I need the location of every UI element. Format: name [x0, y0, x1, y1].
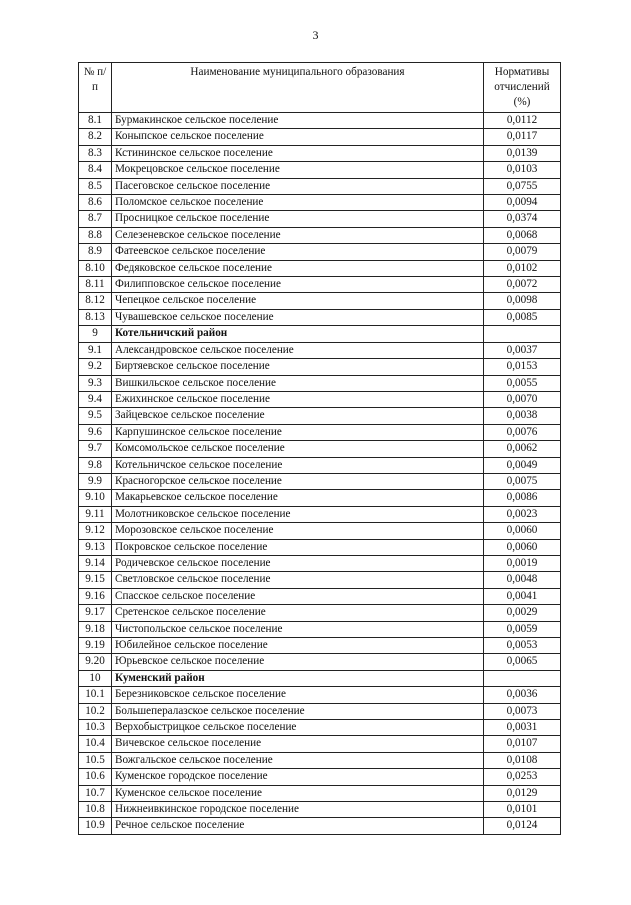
row-number: 9 [79, 326, 112, 342]
table-row [79, 277, 561, 293]
table-row [79, 703, 561, 719]
row-number: 9.5 [79, 408, 112, 424]
row-value: 0,0060 [484, 539, 561, 555]
table-row [79, 555, 561, 571]
table-row [79, 309, 561, 325]
table-row [79, 654, 561, 670]
row-value: 0,0075 [484, 473, 561, 489]
row-number: 10.6 [79, 769, 112, 785]
row-value: 0,0031 [484, 720, 561, 736]
row-name: Красногорское сельское поселение [112, 473, 484, 489]
row-number: 9.19 [79, 638, 112, 654]
row-value: 0,0048 [484, 572, 561, 588]
row-name: Биртяевское сельское поселение [112, 359, 484, 375]
row-number: 9.10 [79, 490, 112, 506]
row-number: 10.5 [79, 752, 112, 768]
table-row [79, 375, 561, 391]
row-number: 9.11 [79, 506, 112, 522]
row-name: Молотниковское сельское поселение [112, 506, 484, 522]
row-number: 9.3 [79, 375, 112, 391]
table-row [79, 818, 561, 834]
table-row [79, 424, 561, 440]
table-row [79, 244, 561, 260]
row-number: 10.2 [79, 703, 112, 719]
row-name: Ежихинское сельское поселение [112, 391, 484, 407]
row-number: 8.9 [79, 244, 112, 260]
table-row [79, 359, 561, 375]
row-value: 0,0102 [484, 260, 561, 276]
row-name: Карпушинское сельское поселение [112, 424, 484, 440]
row-name: Покровское сельское поселение [112, 539, 484, 555]
row-number: 9.12 [79, 523, 112, 539]
row-value: 0,0101 [484, 802, 561, 818]
row-value: 0,0068 [484, 227, 561, 243]
table-row [79, 227, 561, 243]
row-name: Большепералазское сельское поселение [112, 703, 484, 719]
row-name: Котельничское сельское поселение [112, 457, 484, 473]
table-row [79, 687, 561, 703]
row-value: 0,0073 [484, 703, 561, 719]
row-name: Морозовское сельское поселение [112, 523, 484, 539]
row-value: 0,0108 [484, 752, 561, 768]
row-number: 9.9 [79, 473, 112, 489]
row-number: 8.13 [79, 309, 112, 325]
table-row [79, 342, 561, 358]
page-number: 3 [312, 28, 319, 42]
row-value: 0,0107 [484, 736, 561, 752]
row-value: 0,0049 [484, 457, 561, 473]
row-number: 10 [79, 670, 112, 686]
district-row [79, 326, 561, 342]
table-row [79, 195, 561, 211]
table-header-row [79, 63, 561, 113]
row-number: 9.7 [79, 441, 112, 457]
row-value: 0,0072 [484, 277, 561, 293]
row-value: 0,0079 [484, 244, 561, 260]
row-number: 8.12 [79, 293, 112, 309]
row-name: Спасское сельское поселение [112, 588, 484, 604]
table-row [79, 408, 561, 424]
row-value: 0,0103 [484, 162, 561, 178]
row-name: Вишкильское сельское поселение [112, 375, 484, 391]
row-value: 0,0153 [484, 359, 561, 375]
row-name: Речное сельское поселение [112, 818, 484, 834]
header-number: № п/п [79, 63, 112, 113]
row-name: Юрьевское сельское поселение [112, 654, 484, 670]
row-value: 0,0094 [484, 195, 561, 211]
row-number: 10.3 [79, 720, 112, 736]
table-row [79, 145, 561, 161]
row-number: 9.16 [79, 588, 112, 604]
table-row [79, 162, 561, 178]
row-value: 0,0019 [484, 555, 561, 571]
row-value: 0,0065 [484, 654, 561, 670]
row-value [484, 670, 561, 686]
row-number: 9.17 [79, 605, 112, 621]
row-number: 9.14 [79, 555, 112, 571]
row-name: Чепецкое сельское поселение [112, 293, 484, 309]
row-number: 9.8 [79, 457, 112, 473]
row-name: Александровское сельское поселение [112, 342, 484, 358]
row-name: Юбилейное сельское поселение [112, 638, 484, 654]
row-value: 0,0055 [484, 375, 561, 391]
row-name: Березниковское сельское поселение [112, 687, 484, 703]
row-name: Котельничский район [112, 326, 484, 342]
row-value: 0,0076 [484, 424, 561, 440]
table-body [79, 113, 561, 835]
row-value: 0,0112 [484, 113, 561, 129]
header-value: Нормативы отчислений (%) [484, 63, 561, 113]
row-value [484, 326, 561, 342]
table-row [79, 506, 561, 522]
table-row [79, 178, 561, 194]
row-number: 10.9 [79, 818, 112, 834]
row-name: Верхобыстрицкое сельское поселение [112, 720, 484, 736]
row-value: 0,0062 [484, 441, 561, 457]
table-row [79, 539, 561, 555]
table-row [79, 621, 561, 637]
row-number: 9.18 [79, 621, 112, 637]
row-number: 8.7 [79, 211, 112, 227]
row-number: 9.20 [79, 654, 112, 670]
table-row [79, 441, 561, 457]
row-number: 8.4 [79, 162, 112, 178]
row-value: 0,0070 [484, 391, 561, 407]
row-name: Чувашевское сельское поселение [112, 309, 484, 325]
row-name: Родичевское сельское поселение [112, 555, 484, 571]
row-number: 8.5 [79, 178, 112, 194]
table-row [79, 523, 561, 539]
district-row [79, 670, 561, 686]
table-row [79, 769, 561, 785]
row-value: 0,0253 [484, 769, 561, 785]
row-name: Филипповское сельское поселение [112, 277, 484, 293]
row-value: 0,0053 [484, 638, 561, 654]
table-row [79, 736, 561, 752]
row-value: 0,0086 [484, 490, 561, 506]
table-row [79, 113, 561, 129]
row-number: 8.10 [79, 260, 112, 276]
row-number: 9.1 [79, 342, 112, 358]
row-name: Кстининское сельское поселение [112, 145, 484, 161]
table-row [79, 785, 561, 801]
row-value: 0,0374 [484, 211, 561, 227]
table-row [79, 211, 561, 227]
row-number: 10.7 [79, 785, 112, 801]
table-row [79, 572, 561, 588]
row-name: Вичевское сельское поселение [112, 736, 484, 752]
row-name: Просницкое сельское поселение [112, 211, 484, 227]
row-value: 0,0755 [484, 178, 561, 194]
row-number: 8.2 [79, 129, 112, 145]
row-name: Макарьевское сельское поселение [112, 490, 484, 506]
row-name: Комсомольское сельское поселение [112, 441, 484, 457]
table-row [79, 391, 561, 407]
row-name: Бурмакинское сельское поселение [112, 113, 484, 129]
norms-table [78, 62, 561, 835]
row-name: Куменское городское поселение [112, 769, 484, 785]
row-name: Фатеевское сельское поселение [112, 244, 484, 260]
row-number: 10.4 [79, 736, 112, 752]
row-number: 8.6 [79, 195, 112, 211]
row-name: Сретенское сельское поселение [112, 605, 484, 621]
row-value: 0,0117 [484, 129, 561, 145]
row-name: Селезеневское сельское поселение [112, 227, 484, 243]
row-name: Куменское сельское поселение [112, 785, 484, 801]
row-value: 0,0129 [484, 785, 561, 801]
row-number: 9.2 [79, 359, 112, 375]
row-number: 8.1 [79, 113, 112, 129]
row-value: 0,0098 [484, 293, 561, 309]
table-row [79, 638, 561, 654]
row-name: Нижнеивкинское городское поселение [112, 802, 484, 818]
row-value: 0,0060 [484, 523, 561, 539]
table-row [79, 490, 561, 506]
row-number: 9.15 [79, 572, 112, 588]
row-number: 10.8 [79, 802, 112, 818]
row-value: 0,0036 [484, 687, 561, 703]
table-row [79, 588, 561, 604]
row-value: 0,0037 [484, 342, 561, 358]
table-row [79, 802, 561, 818]
row-name: Федяковское сельское поселение [112, 260, 484, 276]
row-number: 9.4 [79, 391, 112, 407]
row-value: 0,0059 [484, 621, 561, 637]
header-name: Наименование муниципального образования [112, 63, 484, 113]
row-name: Поломское сельское поселение [112, 195, 484, 211]
row-value: 0,0038 [484, 408, 561, 424]
row-name: Мокрецовское сельское поселение [112, 162, 484, 178]
row-value: 0,0085 [484, 309, 561, 325]
table-row [79, 605, 561, 621]
row-number: 9.6 [79, 424, 112, 440]
row-name: Пасеговское сельское поселение [112, 178, 484, 194]
table-row [79, 752, 561, 768]
row-value: 0,0023 [484, 506, 561, 522]
table-row [79, 720, 561, 736]
row-name: Зайцевское сельское поселение [112, 408, 484, 424]
table-row [79, 260, 561, 276]
row-name: Куменский район [112, 670, 484, 686]
table-row [79, 473, 561, 489]
row-number: 8.8 [79, 227, 112, 243]
row-number: 8.3 [79, 145, 112, 161]
row-value: 0,0041 [484, 588, 561, 604]
row-value: 0,0124 [484, 818, 561, 834]
row-number: 9.13 [79, 539, 112, 555]
row-name: Чистопольское сельское поселение [112, 621, 484, 637]
row-number: 8.11 [79, 277, 112, 293]
row-name: Светловское сельское поселение [112, 572, 484, 588]
table-row [79, 457, 561, 473]
row-value: 0,0029 [484, 605, 561, 621]
row-name: Коныпское сельское поселение [112, 129, 484, 145]
row-number: 10.1 [79, 687, 112, 703]
row-value: 0,0139 [484, 145, 561, 161]
table-row [79, 129, 561, 145]
row-name: Вожгальское сельское поселение [112, 752, 484, 768]
table-row [79, 293, 561, 309]
